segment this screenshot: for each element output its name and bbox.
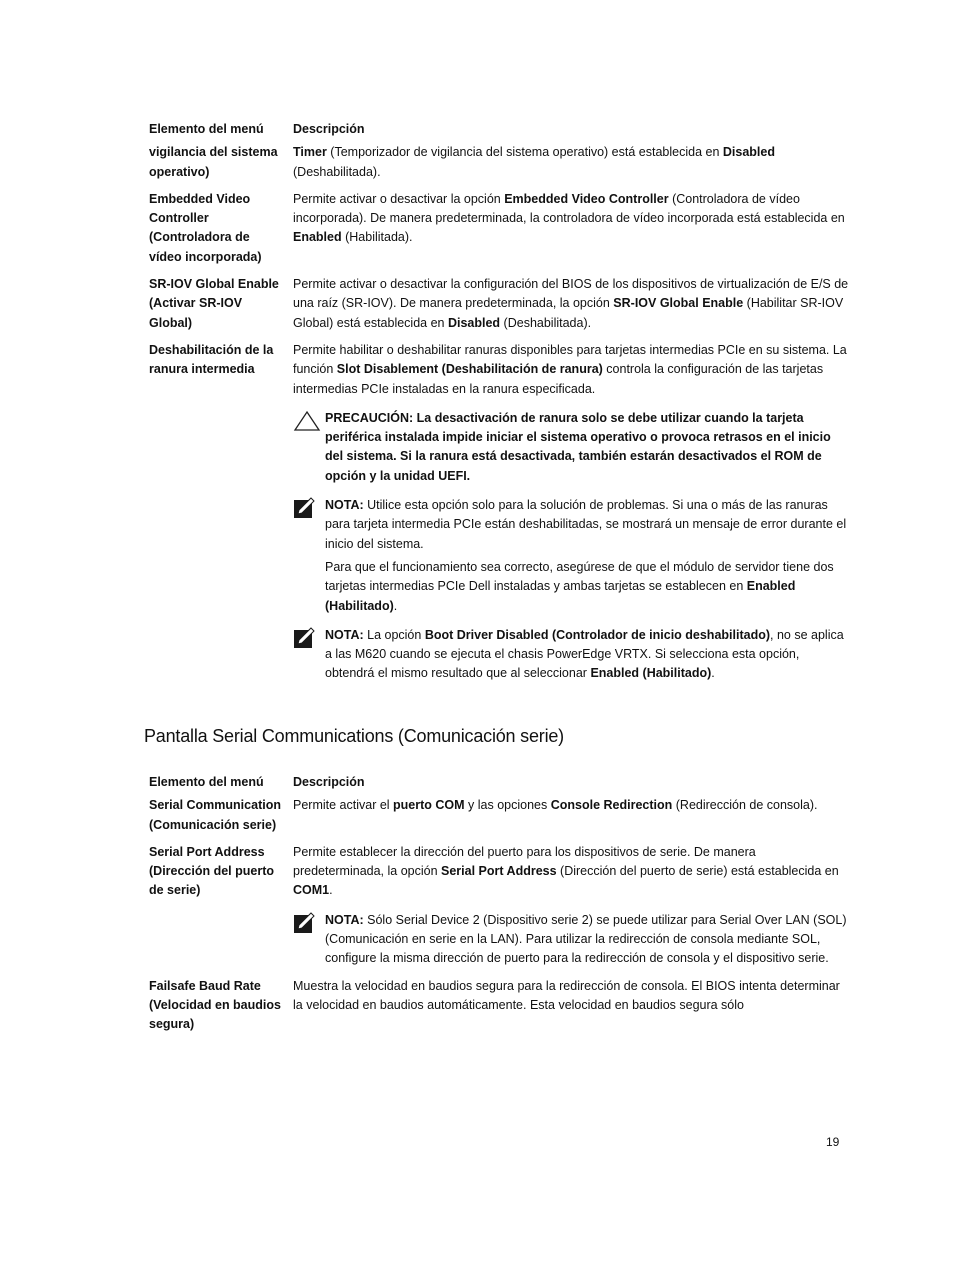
description-text [293,190,849,248]
notice-paragraph [325,558,849,616]
bold-text: PRECAUCIÓN: La desactivación de ranura solo se debe utilizar cuando la tarjeta periférica instalada impide iniciar el sistema operativo o provoca retrasos en el inicio del sistema. Si la ranura está desactivada, también estarán desactivados el ROM de opción y la unidad UEFI. [325,410,831,483]
notice-text [325,409,849,486]
bold-text: Timer [293,145,327,160]
bold-text: SR-IOV Global Enable [613,296,744,311]
bold-text: NOTA: [325,912,364,927]
table-1-body [140,120,849,692]
text-run: y las opciones [464,798,551,813]
bold-text: puerto COM [393,798,465,813]
bios-menu-table-2 [140,773,849,1043]
menu-item-description [293,275,849,341]
bold-text: NOTA: [325,498,364,513]
text-run: Permite activar o desactivar la configuración del BIOS de los dispositivos de virtualización de E/S de una raíz (SR-IOV). De manera predeterminada, la opción [293,277,849,311]
bold-text: Slot Disablement (Deshabilitación de ranura) [336,362,603,377]
menu-item-description [293,341,849,692]
menu-item-name: Failsafe Baud Rate (Velocidad en baudios segura) [149,978,281,1032]
text-run: (Habilitada). [341,230,413,245]
text-run: Permite habilitar o deshabilitar ranuras disponibles para tarjetas intermedias PCIe en su sistema. La función [293,342,847,377]
table-row [140,341,849,692]
menu-item-name: Embedded Video Controller (Controladora de vídeo incorporada) [149,191,262,264]
text-run: (Temporizador de vigilancia del sistema operativo) está establecida en [326,145,723,160]
text-run: Utilice esta opción solo para la solución de problemas. Si una o más de las ranuras para tarjeta intermedia PCIe están deshabilitadas, se mostrará un mensaje de error durante el inicio del sistema. [325,498,847,551]
menu-item-description [293,143,849,190]
notice-icon-wrap [293,409,325,486]
header-description: Descripción [293,122,365,136]
table-row [140,796,849,843]
table-header-row [140,120,849,143]
description-text [293,796,849,815]
note-notice [293,911,849,969]
header-menu-item: Elemento del menú [149,775,264,789]
section-title: Pantalla Serial Communications (Comunicación serie) [144,726,564,746]
menu-item-name: SR-IOV Global Enable (Activar SR-IOV Global) [149,277,279,330]
notice-icon-wrap [293,626,325,684]
text-run: Permite activar o desactivar la opción [293,191,505,206]
text-run: Permite establecer la dirección del puerto para los dispositivos de serie. De manera predeterminada, la opción [293,844,756,879]
table-2-body [140,773,849,1043]
table-row [140,977,849,1043]
text-run: , no se aplica a las M620 cuando se ejecuta el chasis PowerEdge VRTX. Si selecciona esta opción, obtendrá el mismo resultado que al seleccionar [325,627,844,681]
bold-text: Disabled [722,145,775,160]
text-run: . [711,666,715,681]
table-row [140,190,849,275]
table-row [140,275,849,341]
note-notice [293,496,849,616]
text-run: (Deshabilitada). [500,315,592,330]
bold-text: Serial Port Address [441,864,557,879]
notice-paragraph [325,409,849,486]
bios-menu-table-1 [140,120,849,692]
note-pencil-icon [293,627,315,649]
notice-icon-wrap [293,496,325,616]
text-run: . [393,598,398,613]
table-row [140,143,849,190]
notice-paragraph [325,911,849,969]
note-notice [293,626,849,684]
text-run: (Controladora de vídeo incorporada). De manera predeterminada, la controladora de vídeo incorporada está establecida en [293,191,845,226]
menu-item-name: Serial Communication (Comunicación serie) [149,798,281,832]
text-run: (Redirección de consola). [672,798,818,813]
caution-notice [293,409,849,486]
bold-text: Boot Driver Disabled (Controlador de inicio deshabilitado) [424,627,771,642]
bold-text: Console Redirection [550,798,673,813]
text-run: (Habilitar SR-IOV Global) está establecida en [293,296,844,330]
text-run: Permite activar el [293,798,394,813]
menu-item-description [293,977,849,1043]
bold-text: Enabled [293,230,342,245]
notice-paragraph [325,496,849,554]
notice-text [325,496,849,616]
text-run: . [329,883,333,898]
menu-item-description [293,843,849,977]
notice-text [325,626,849,684]
notice-icon-wrap [293,911,325,969]
text-run: controla la configuración de las tarjetas intermedias PCIe instaladas en la ranura especificada. [293,362,824,396]
page-number: 19 [826,1135,840,1149]
bold-text: Enabled (Habilitado) [590,666,712,681]
description-text [293,143,849,182]
bold-text: Embedded Video Controller [504,191,669,206]
menu-item-name: Serial Port Address (Dirección del puerto de serie) [149,844,275,898]
notice-paragraph [325,626,849,684]
menu-item-name: vigilancia del sistema operativo) [149,145,278,179]
text-run: La opción [363,627,425,642]
text-run: (Deshabilitada). [293,164,381,179]
menu-item-name: Deshabilitación de la ranura intermedia [149,342,274,377]
notice-text [325,911,849,969]
text-run: (Dirección del puerto de serie) está establecida en [556,864,839,879]
text-run: Para que el funcionamiento sea correcto, asegúrese de que el módulo de servidor tiene dos tarjetas intermedias PCIe Dell instaladas y ambas tarjetas se establecen en [325,559,834,594]
bold-text: NOTA: [325,627,364,642]
menu-item-description [293,190,849,275]
table-row [140,843,849,977]
text-run: Muestra la velocidad en baudios segura para la redirección de consola. El BIOS intenta determinar la velocidad en baudios automáticamente. Esta velocidad en baudios segura sólo [293,978,840,1012]
description-text [293,977,849,1016]
bold-text: Disabled [447,315,501,330]
bold-text: Enabled (Habilitado) [325,579,796,613]
bold-text: COM1 [293,883,330,898]
description-text [293,843,849,901]
description-text [293,341,849,399]
header-description: Descripción [293,775,365,789]
note-pencil-icon [293,497,315,519]
menu-item-description [293,796,849,843]
warning-triangle-icon [293,410,321,432]
text-run: Sólo Serial Device 2 (Dispositivo serie 2) se puede utilizar para Serial Over LAN (SOL) (Comunicación en serie en la LAN). Para utilizar la redirección de consola mediante SOL, configure la misma dirección de puerto para la redirección de consola y el dispositivo serie. [325,912,847,966]
table-header-row [140,773,849,796]
header-menu-item: Elemento del menú [149,122,264,136]
note-pencil-icon [293,912,315,934]
description-text [293,275,849,333]
